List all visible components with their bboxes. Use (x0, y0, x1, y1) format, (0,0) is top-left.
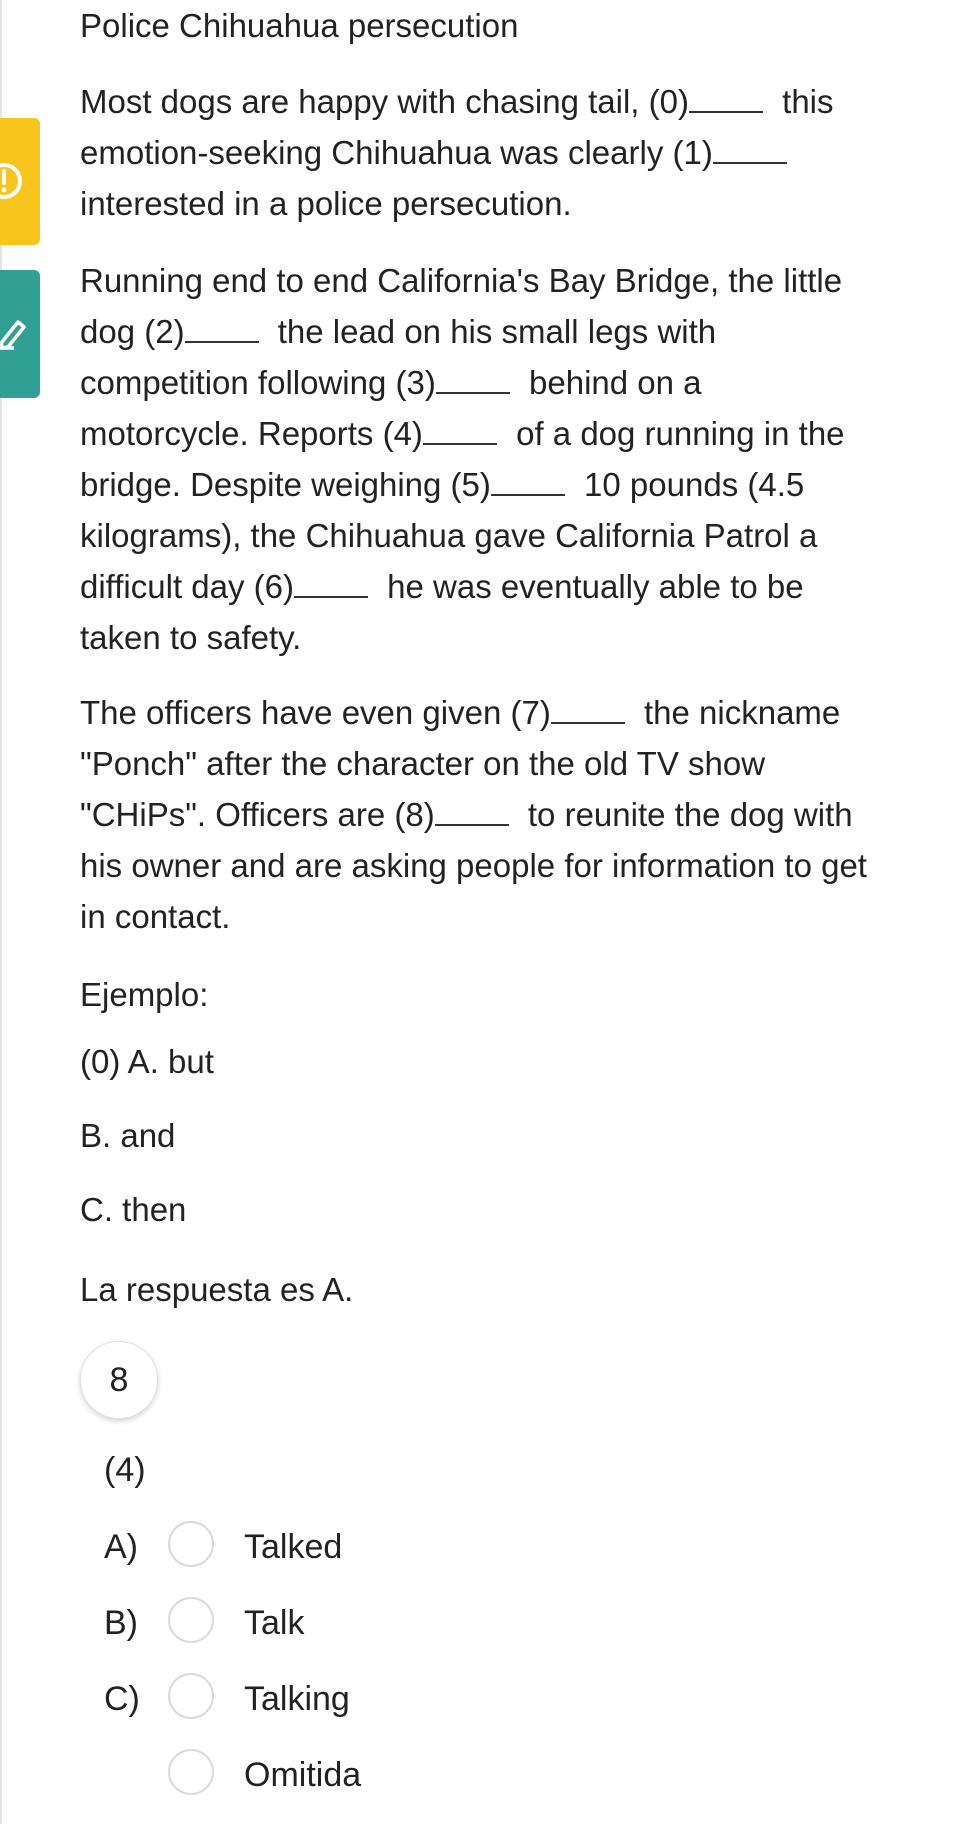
passage-line: "CHiPs". Officers are (8) to reunite the dog with (80, 796, 853, 833)
answer-option-b[interactable] (100, 1597, 500, 1649)
passage-line: kilograms), the Chihuahua gave California Patrol a (80, 517, 818, 554)
example-answer: La respuesta es A. (80, 1271, 354, 1308)
gap-1-blank (713, 162, 787, 164)
question-label: (4) (104, 1451, 146, 1489)
gap-7-blank (551, 722, 625, 724)
question-number-badge: 8 (80, 1341, 158, 1419)
option-c-radio[interactable] (168, 1673, 214, 1719)
passage-line: competition following (3) behind on a (80, 364, 702, 401)
gap-3-blank (436, 392, 510, 394)
passage-paragraph-2 (80, 255, 950, 663)
option-b-radio[interactable] (168, 1597, 214, 1643)
option-text: Talking (244, 1680, 350, 1718)
option-letter: A) (104, 1528, 138, 1566)
answer-option-omitida[interactable] (100, 1749, 500, 1801)
alert-tab[interactable] (0, 118, 40, 245)
option-a-radio[interactable] (168, 1521, 214, 1567)
answer-option-a[interactable] (100, 1521, 500, 1573)
passage-line: dog (2) the lead on his small legs with (80, 313, 717, 350)
example-label: Ejemplo: (80, 976, 209, 1013)
gap-4-blank (423, 443, 497, 445)
edit-tab[interactable] (0, 270, 40, 398)
example-option-c: C. then (80, 1191, 187, 1228)
gap-8-blank (435, 824, 509, 826)
passage-line: in contact. (80, 898, 231, 935)
option-letter: C) (104, 1680, 140, 1718)
option-letter: B) (104, 1604, 138, 1642)
gap-0-blank (689, 111, 763, 113)
option-text: Talk (244, 1604, 305, 1642)
passage-line: bridge. Despite weighing (5) 10 pounds (4.5 (80, 466, 805, 503)
passage-line: taken to safety. (80, 619, 302, 656)
option-text: Omitida (244, 1756, 362, 1794)
passage-line: difficult day (6) he was eventually able to be (80, 568, 804, 605)
option-text: Talked (244, 1528, 343, 1566)
passage-line: interested in a police persecution. (80, 185, 572, 222)
passage-line: Most dogs are happy with chasing tail, (0) this (80, 83, 834, 120)
gap-5-blank (491, 494, 565, 496)
gap-2-blank (185, 341, 259, 343)
passage-line: "Ponch" after the character on the old TV show (80, 745, 766, 782)
passage-line: his owner and are asking people for information to get (80, 847, 867, 884)
gap-6-blank (294, 596, 368, 598)
example-option-a: (0) A. but (80, 1043, 214, 1080)
passage-title: Police Chihuahua persecution (80, 7, 519, 44)
pencil-icon (0, 270, 40, 398)
passage-paragraph-3 (80, 687, 950, 942)
passage-line: The officers have even given (7) the nickname (80, 694, 841, 731)
answer-option-c[interactable] (100, 1673, 500, 1725)
passage-paragraph-1 (80, 76, 950, 229)
passage-line: Running end to end California's Bay Bridge, the little (80, 262, 843, 299)
example-option-b: B. and (80, 1117, 176, 1154)
option-omitida-radio[interactable] (168, 1749, 214, 1795)
passage-line: emotion-seeking Chihuahua was clearly (1) (80, 127, 950, 178)
alert-icon (0, 118, 40, 245)
passage-line: motorcycle. Reports (4) of a dog running in the (80, 415, 845, 452)
